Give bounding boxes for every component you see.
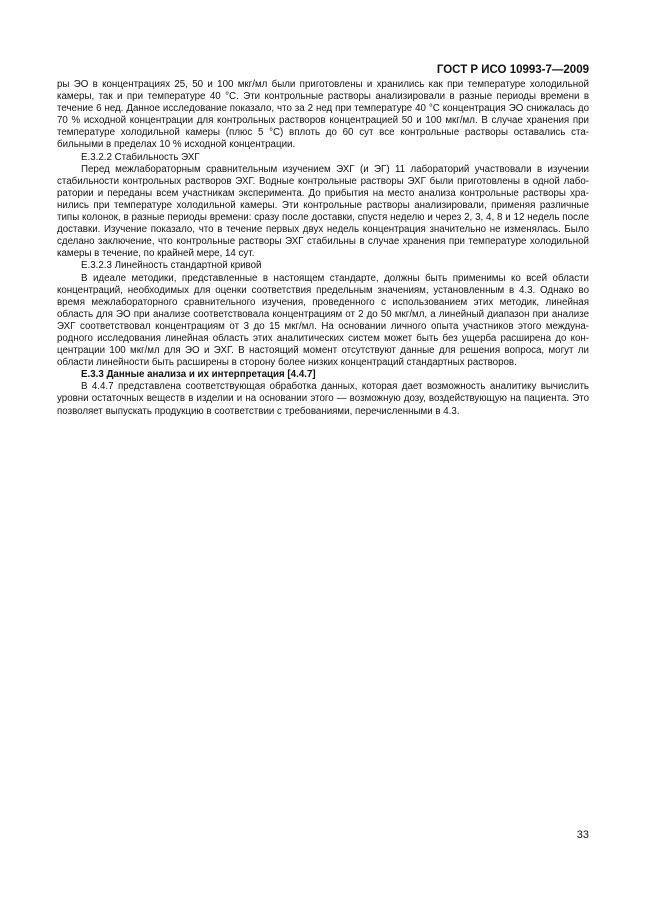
subsection-heading-e322: Е.3.2.2 Стабильность ЭХГ: [81, 151, 200, 163]
document-header: ГОСТ Р ИСО 10993-7—2009: [436, 64, 589, 76]
paragraph-linearity: В идеале методики, представленные в настоящем стандарте, должны быть применимы ко всей области концентраций, необходимых для оценки соответствия предельным значениям, установленным в 4.3. Однако во время межлабораторного сравнительного изучения, проведенного с использованием этих методик, линейная область для ЭО при анализе соответствовала концентрациям от 2 до 50 мкг/мл, а линейный диапазон при анализе ЭХГ соответствовал концентрациям от 3 до 15 мкг/мл. На основании личного опыта участников этого международного исследования линейная область этих аналитических систем может быть без ущерба расширена до концентрации 100 мкг/мл для ЭО и ЭХГ. В настоящий момент отсутствуют данные для решения вопроса, могут ли области линейности быть расширены в сторону более низких концентраций стандартных растворов.: [57, 272, 589, 369]
subsection-heading-e323: Е.3.2.3 Линейность стандартной кривой: [81, 260, 262, 272]
paragraph-ecg-stability: Перед межлабораторным сравнительным изучением ЭХГ (и ЭГ) 11 лабораторий участвовали в изучении стабильности контрольных растворов ЭХГ. Водные контрольные растворы ЭХГ были приготовлены в одной лаборатории и переданы всем участникам эксперимента. До прибытия на место анализа контрольные растворы хранились при температуре холодильной камеры. Эти контрольные растворы анализировали, применяя различные типы колонок, в разные периоды времени: сразу после доставки, спустя неделю и через 2, 3, 4, 8 и 12 недель после доставки. Изучение показало, что в течение первых двух недель концентрация значительно не изменялась. Было сделано заключение, что контрольные растворы ЭХГ стабильны в случае хранения при температуре холодильной камеры в течение, по крайней мере, 14 сут.: [57, 163, 589, 260]
document-body: [57, 79, 589, 418]
page-number: 33: [576, 829, 589, 841]
section-heading-e33: Е.3.3 Данные анализа и их интерпретация [4.4.7]: [81, 369, 316, 381]
paragraph-data-analysis: В 4.4.7 представлена соответствующая обработка данных, которая дает возможность аналитику вычислить уровни остаточных веществ в изделии и на основании этого — возможную дозу, воздействующую на пациента. Это позволяет выпускать продукцию в соответствии с требованиями, перечисленными в 4.3.: [57, 381, 589, 417]
paragraph-eo-stability-continued: ры ЭО в концентрациях 25, 50 и 100 мкг/мл были приготовлены и хранились как при температуре холодильной камеры, так и при температуре 40 °С. Эти контрольные растворы анализировали в разные периоды времени в течение 6 нед. Данное исследование показало, что за 2 нед при температуре 40 °С концентрация ЭО снижалась до 70 % исходной концентрации для контрольных растворов концентрацией 50 и 100 мкг/мл. В случае хранения при температуре холодильной камеры (плюс 5 °С) вплоть до 60 сут все контрольные растворы оставались стабильными в пределах 10 % исходной концентрации.: [57, 79, 589, 151]
